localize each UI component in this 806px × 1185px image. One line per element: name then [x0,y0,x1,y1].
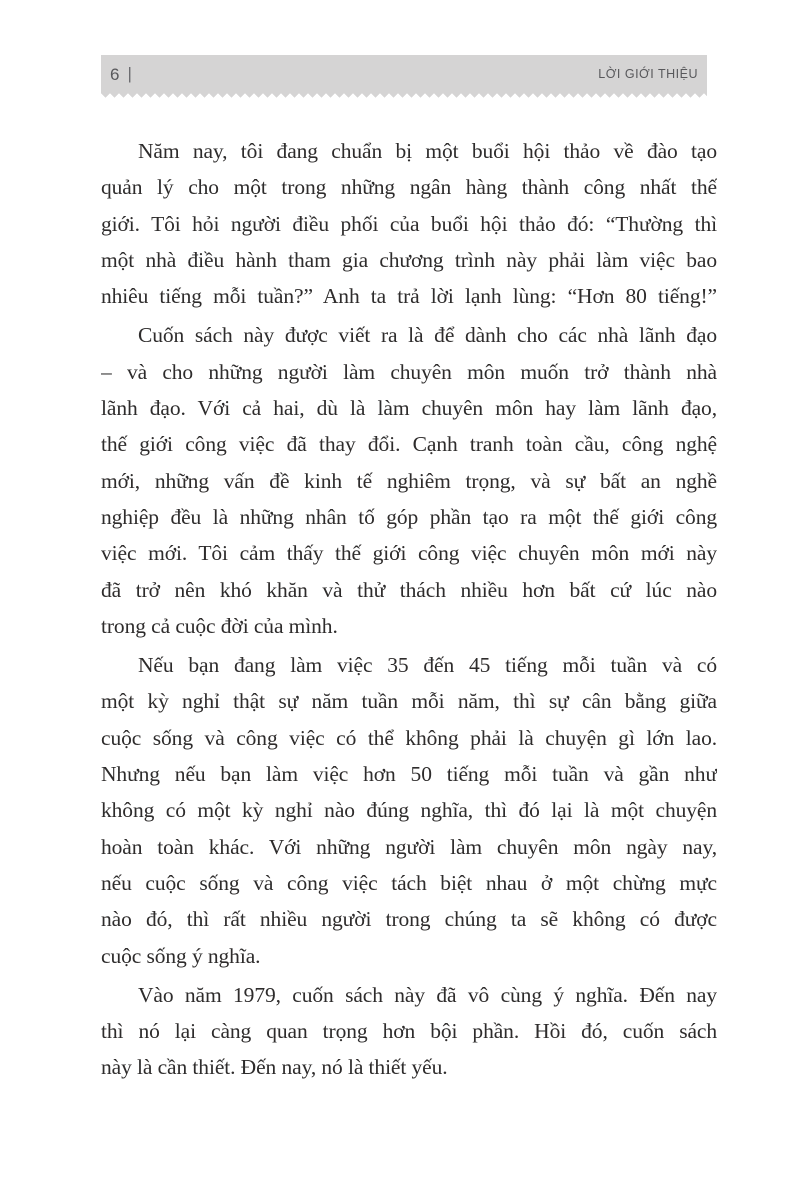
text-line: Nhưng nếu bạn làm việc hơn 50 tiếng mỗi tuần và gần như [101,762,717,787]
text-line: lãnh đạo. Với cả hai, dù là làm chuyên môn hay làm lãnh đạo, [101,396,717,421]
text-line: Năm nay, tôi đang chuẩn bị một buổi hội thảo về đào tạo [138,139,717,163]
page-header [101,55,707,93]
text-line: không có một kỳ nghỉ nào đúng nghĩa, thì đó lại là một chuyện [101,798,717,823]
text-line: cuộc sống ý nghĩa. [101,943,261,968]
text-line: thì nó lại càng quan trọng hơn bội phần. Hồi đó, cuốn sách [101,1019,717,1044]
page-number: 6 [110,64,120,84]
text-line: cuộc sống và công việc có thể không phải là chuyện gì lớn lao. [101,725,717,750]
text-line: thế giới công việc đã thay đổi. Cạnh tranh toàn cầu, công nghệ [101,432,717,457]
text-line: việc mới. Tôi cảm thấy thế giới công việc chuyên môn mới này [101,541,717,566]
text-line: một kỳ nghỉ thật sự năm tuần mỗi năm, thì sự cân bằng giữa [101,689,717,714]
page-number-group [110,63,132,84]
paragraph-3 [101,647,717,974]
section-title: LỜI GIỚI THIỆU [598,66,698,81]
body-text [101,133,717,1086]
text-line: – và cho những người làm chuyên môn muốn trở thành nhà [101,359,717,384]
text-line: nghiệp đều là những nhân tố góp phần tạo ra một thế giới công [101,504,717,529]
text-line: Nếu bạn đang làm việc 35 đến 45 tiếng mỗi tuần và có [138,653,717,678]
text-line: mới, những vấn đề kinh tế nghiêm trọng, và sự bất an nghề [101,468,717,493]
text-line: Vào năm 1979, cuốn sách này đã vô cùng ý nghĩa. Đến nay [138,982,717,1007]
text-line: giới. Tôi hỏi người điều phối của buổi hội thảo đó: “Thường thì [101,211,717,236]
paragraph-2 [101,317,717,644]
text-line: trong cả cuộc đời của mình. [101,613,338,638]
text-line: đã trở nên khó khăn và thử thách nhiều hơn bất cứ lúc nào [101,577,717,602]
text-line: Cuốn sách này được viết ra là để dành cho các nhà lãnh đạo [138,323,717,348]
paragraph-1 [101,133,717,314]
paragraph-4 [101,977,717,1086]
text-line: quản lý cho một trong những ngân hàng thành công nhất thế [101,175,717,200]
text-line: nhiêu tiếng mỗi tuần?” Anh ta trả lời lạnh lùng: “Hơn 80 tiếng!” [101,284,717,309]
text-line: hoàn toàn khác. Với những người làm chuyên môn ngày nay, [101,834,717,859]
text-line: nếu cuộc sống và công việc tách biệt nhau ở một chừng mực [101,870,717,895]
header-separator: | [127,63,132,83]
text-line: một nhà điều hành tham gia chương trình này phải làm việc bao [101,247,717,272]
text-line: nào đó, thì rất nhiều người trong chúng ta sẽ không có được [101,907,717,932]
text-line: này là cần thiết. Đến nay, nó là thiết yếu. [101,1055,448,1080]
